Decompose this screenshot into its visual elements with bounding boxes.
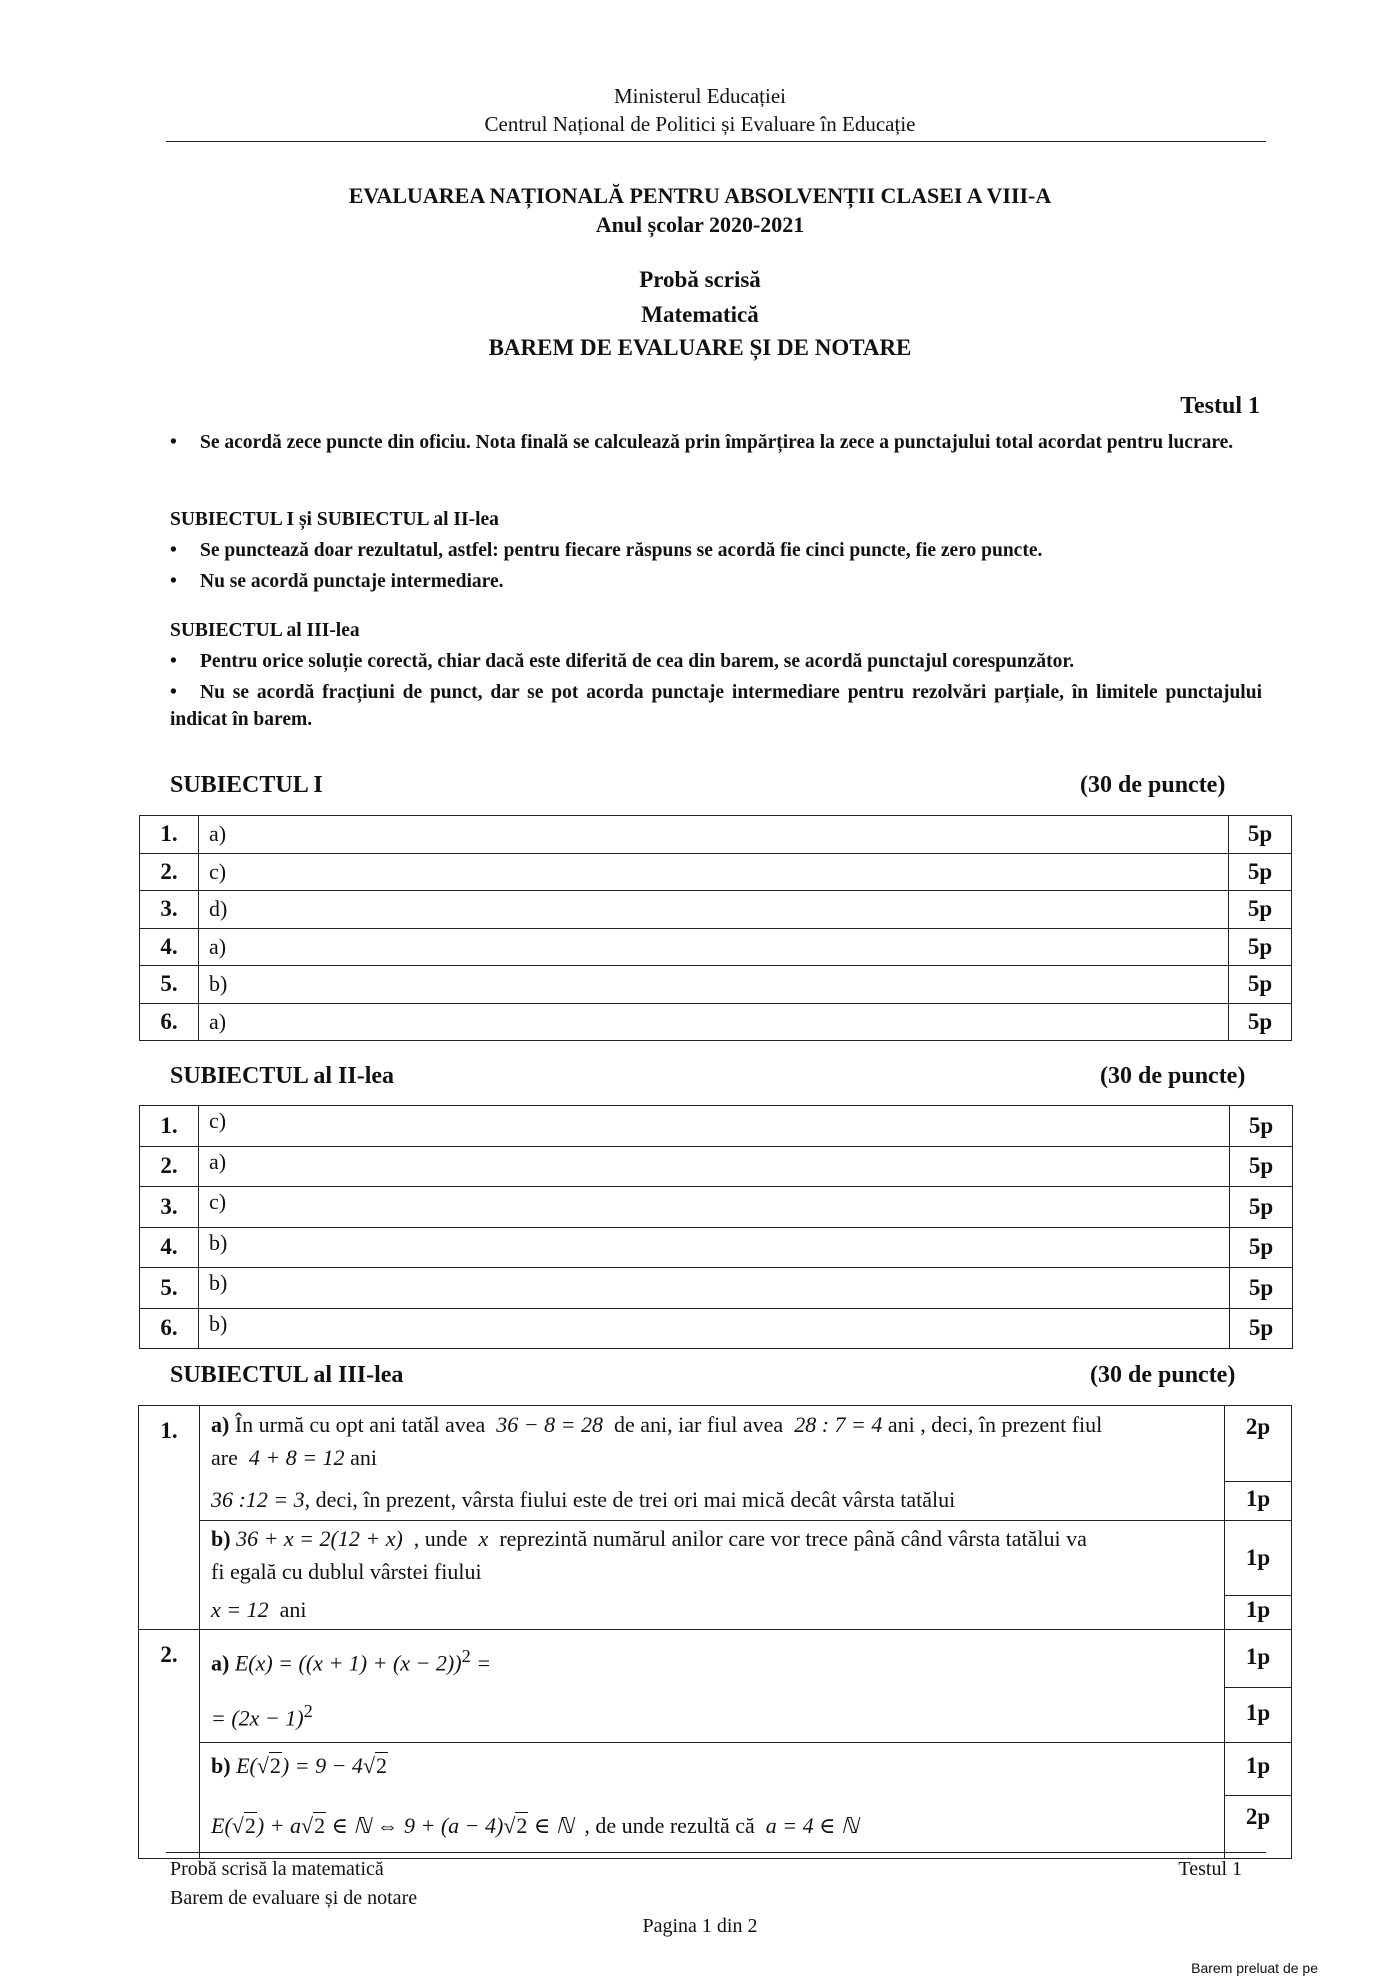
row-points: 5p — [1229, 816, 1292, 854]
center-header: Centrul Național de Politici și Evaluare în Educație — [484, 112, 916, 136]
exam-title: EVALUAREA NAȚIONALĂ PENTRU ABSOLVENȚII CLASEI A VIII-A — [348, 183, 1052, 208]
row-points: 5p — [1229, 853, 1292, 891]
points-cell: 1p — [1225, 1482, 1292, 1521]
subject-label: Matematică — [641, 302, 759, 327]
table-row — [139, 1521, 1292, 1596]
solution-cell — [200, 1596, 1225, 1630]
table-row — [140, 816, 1292, 854]
row-answer: d) — [199, 891, 1229, 929]
table-row — [139, 1596, 1292, 1630]
solution-line: 36 :12 = 3, deci, în prezent, vârsta fiului este de trei ori mai mică decât vârsta tatălui — [211, 1486, 956, 1512]
bullet-icon: • — [170, 540, 177, 561]
table-row — [140, 1003, 1292, 1041]
row-number: 3. — [140, 891, 199, 929]
row-number: 6. — [140, 1003, 199, 1041]
row-number: 2. — [140, 1146, 199, 1187]
row-number: 3. — [140, 1187, 199, 1228]
row-number: 1. — [140, 1106, 199, 1147]
footer-rule — [166, 1852, 1266, 1853]
solution-cell — [200, 1406, 1225, 1482]
row-points: 5p — [1229, 966, 1292, 1004]
subiectul-3-title: SUBIECTUL al III-lea — [170, 1362, 404, 1388]
solution-cell — [200, 1687, 1225, 1742]
bullet-icon: • — [170, 682, 177, 703]
table-row — [140, 966, 1292, 1004]
solution-cell — [200, 1482, 1225, 1521]
subiectul-1-table — [139, 815, 1292, 1041]
row-number: 6. — [140, 1308, 199, 1349]
proba-label: Probă scrisă — [639, 267, 761, 292]
subiectul-2-table — [139, 1105, 1293, 1349]
row-answer: a) — [199, 1146, 1230, 1187]
table-row — [140, 1146, 1293, 1187]
solution-line: a) În urmă cu opt ani tatăl avea 36 − 8 = 28 de ani, iar fiul avea 28 : 7 = 4 ani , deci, în prezent fiul — [211, 1412, 1103, 1437]
points-cell: 1p — [1225, 1742, 1292, 1795]
test-label: Testul 1 — [1180, 393, 1260, 419]
points-cell: 1p — [1225, 1596, 1292, 1630]
bullet-icon: • — [170, 571, 177, 592]
table-row — [140, 891, 1292, 929]
row-answer: a) — [199, 1003, 1229, 1041]
row-number: 2. — [140, 853, 199, 891]
subiectul-2-points: (30 de puncte) — [1100, 1063, 1246, 1089]
table-row — [140, 1308, 1293, 1349]
row-answer: c) — [199, 1106, 1230, 1147]
s3-note: • Pentru orice soluție corectă, chiar dacă este diferită de cea din barem, se acordă punctajul corespunzător. — [170, 648, 1262, 675]
row-answer: b) — [199, 1308, 1230, 1349]
problem-number: 1. — [139, 1406, 200, 1630]
row-answer: c) — [199, 1187, 1230, 1228]
row-answer: b) — [199, 1268, 1230, 1309]
school-year: Anul școlar 2020-2021 — [595, 212, 805, 237]
row-number: 1. — [140, 816, 199, 854]
bullet-icon: • — [170, 651, 177, 672]
footer-left-1: Probă scrisă la matematică — [170, 1858, 384, 1880]
footer-test-label: Testul 1 — [1178, 1858, 1242, 1880]
bullet-icon: • — [170, 432, 177, 453]
row-number: 5. — [140, 1268, 199, 1309]
table-row — [140, 853, 1292, 891]
row-answer: b) — [199, 1227, 1230, 1268]
points-cell: 2p — [1225, 1795, 1292, 1859]
s3-note: • Nu se acordă fracțiuni de punct, dar se pot acorda punctaje intermediare pentru rezolvări parțiale, în limitele punctajului indicat în barem. — [170, 679, 1262, 733]
row-answer: b) — [199, 966, 1229, 1004]
row-points: 5p — [1230, 1106, 1293, 1147]
solution-line: b) 36 + x = 2(12 + x) , unde x reprezintă numărul anilor care vor trece până când vârsta tatălui va — [211, 1526, 1087, 1552]
solution-cell — [200, 1795, 1225, 1859]
general-note: • Se acordă zece puncte din oficiu. Nota finală se calculează prin împărțirea la zece a punctajului total acordat pentru lucrare. — [170, 429, 1262, 456]
row-number: 5. — [140, 966, 199, 1004]
table-row — [139, 1406, 1292, 1482]
row-points: 5p — [1230, 1146, 1293, 1187]
table-row — [139, 1687, 1292, 1742]
solution-line: a) $E(x) = ((x + 1) + (x - 2))^2$ = — [211, 1646, 492, 1676]
solution-line: x = 12 ani — [211, 1596, 307, 1622]
table-row — [140, 1106, 1293, 1147]
subiectul-1-title: SUBIECTUL I — [170, 772, 323, 798]
table-row — [139, 1742, 1292, 1795]
solution-cell — [200, 1521, 1225, 1596]
ministry-header: Ministerul Educației — [613, 84, 787, 108]
row-answer: c) — [199, 853, 1229, 891]
table-row — [139, 1482, 1292, 1521]
header-rule — [166, 141, 1266, 142]
row-points: 5p — [1229, 891, 1292, 929]
s1-s2-heading: SUBIECTUL I și SUBIECTUL al II-lea — [170, 509, 499, 530]
solution-line: E(√2) + a√2 ∈ ℕ ⇔ 9 + (a − 4)√2 ∈ ℕ , de unde rezultă că a = 4 ∈ ℕ — [211, 1813, 859, 1838]
row-points: 5p — [1230, 1308, 1293, 1349]
points-cell: 1p — [1225, 1521, 1292, 1596]
points-cell: 1p — [1225, 1687, 1292, 1742]
subiectul-3-points: (30 de puncte) — [1090, 1362, 1236, 1388]
solution-line: b) E(√2) = 9 − 4√2 — [211, 1752, 388, 1778]
table-row — [140, 928, 1292, 966]
problem-number: 2. — [139, 1630, 200, 1859]
row-points: 5p — [1230, 1187, 1293, 1228]
row-points: 5p — [1229, 1003, 1292, 1041]
table-row — [140, 1227, 1293, 1268]
row-number: 4. — [140, 1227, 199, 1268]
points-cell: 1p — [1225, 1630, 1292, 1688]
table-row — [140, 1268, 1293, 1309]
s1-s2-note: • Nu se acordă punctaje intermediare. — [170, 568, 1262, 595]
corner-note: Barem preluat de pe — [1191, 1960, 1318, 1976]
points-cell: 2p — [1225, 1406, 1292, 1482]
solution-line: fi egală cu dublul vârstei fiului — [211, 1559, 482, 1585]
row-answer: a) — [199, 928, 1229, 966]
row-points: 5p — [1230, 1227, 1293, 1268]
table-row — [139, 1630, 1292, 1688]
solution-line: = $(2x - 1)^2$ — [211, 1701, 313, 1731]
solution-line: are 4 + 8 = 12 ani — [211, 1445, 377, 1470]
s1-s2-note: • Se punctează doar rezultatul, astfel: pentru fiecare răspuns se acordă fie cinci puncte, fie zero puncte. — [170, 537, 1262, 564]
solution-cell — [200, 1630, 1225, 1688]
subiectul-1-points: (30 de puncte) — [1080, 772, 1226, 798]
barem-title: BAREM DE EVALUARE ȘI DE NOTARE — [488, 335, 912, 360]
page-number: Pagina 1 din 2 — [642, 1915, 758, 1937]
row-answer: a) — [199, 816, 1229, 854]
table-row — [139, 1795, 1292, 1859]
row-number: 4. — [140, 928, 199, 966]
subiectul-2-title: SUBIECTUL al II-lea — [170, 1063, 395, 1089]
subiectul-3-table — [138, 1405, 1292, 1859]
s3-heading: SUBIECTUL al III-lea — [170, 620, 360, 641]
footer-left-2: Barem de evaluare și de notare — [170, 1887, 418, 1909]
solution-cell — [200, 1742, 1225, 1795]
row-points: 5p — [1229, 928, 1292, 966]
table-row — [140, 1187, 1293, 1228]
row-points: 5p — [1230, 1268, 1293, 1309]
